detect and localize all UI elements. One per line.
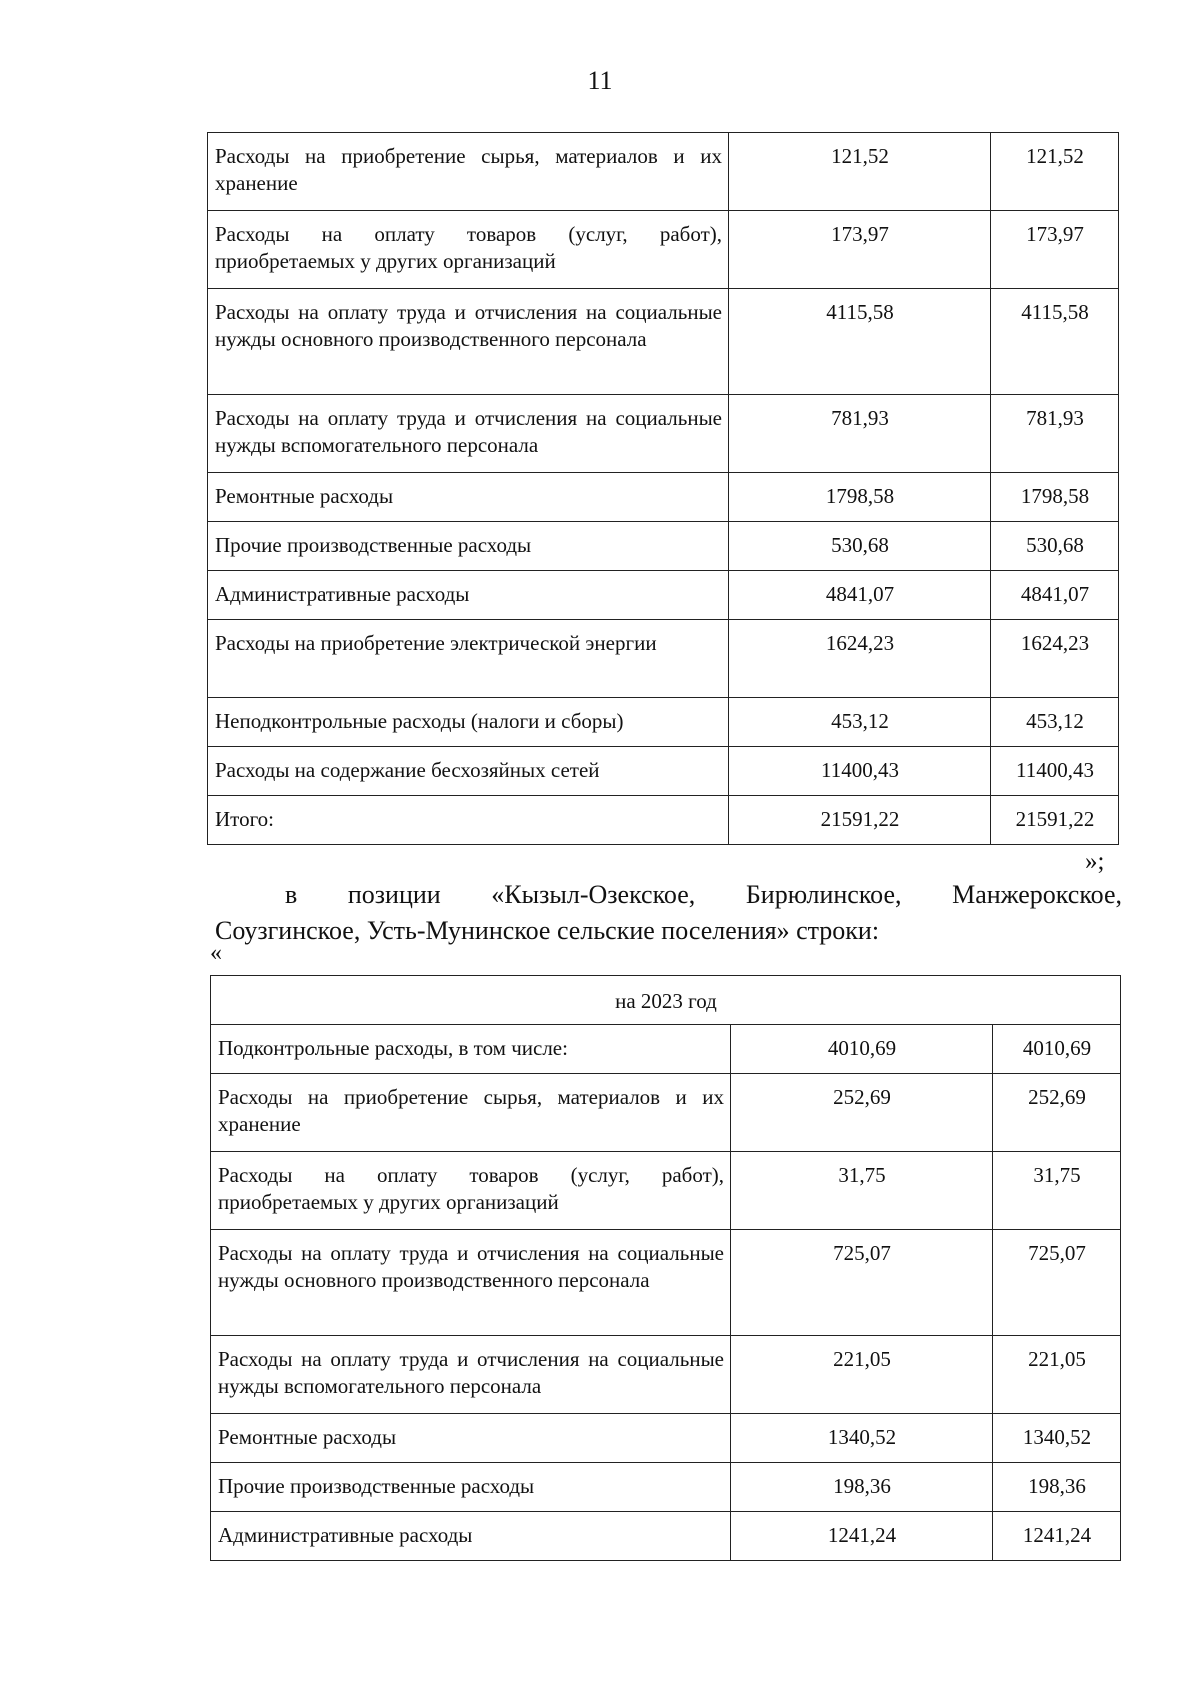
row-label: Расходы на оплату товаров (услуг, работ), приобретаемых у других организаций	[211, 1152, 731, 1230]
value-cell: 530,68	[729, 522, 991, 571]
table-row	[211, 1230, 1121, 1336]
table-row	[211, 1074, 1121, 1152]
value-cell: 198,36	[993, 1463, 1121, 1512]
row-label: Расходы на оплату труда и отчисления на социальные нужды вспомогательного персонала	[208, 395, 729, 473]
table-row	[208, 395, 1119, 473]
table-row-total	[208, 796, 1119, 845]
row-label: Расходы на оплату товаров (услуг, работ), приобретаемых у других организаций	[208, 211, 729, 289]
row-label: Административные расходы	[211, 1512, 731, 1561]
value-cell: 1624,23	[991, 620, 1119, 698]
row-label: Расходы на содержание бесхозяйных сетей	[208, 747, 729, 796]
value-cell: 252,69	[731, 1074, 993, 1152]
table-row	[211, 1025, 1121, 1074]
value-cell: 1624,23	[729, 620, 991, 698]
table-header-row	[211, 976, 1121, 1025]
row-label: Неподконтрольные расходы (налоги и сборы)	[208, 698, 729, 747]
value-cell: 781,93	[991, 395, 1119, 473]
row-label: Расходы на оплату труда и отчисления на социальные нужды вспомогательного персонала	[211, 1336, 731, 1414]
paragraph-line: в позиции «Кызыл-Озекское, Бирюлинское, Манжерокское,	[285, 880, 1122, 909]
value-cell: 1798,58	[991, 473, 1119, 522]
row-label: Расходы на оплату труда и отчисления на социальные нужды основного производственного персонала	[208, 289, 729, 395]
row-label: Расходы на приобретение сырья, материалов и их хранение	[208, 133, 729, 211]
row-label: Прочие производственные расходы	[208, 522, 729, 571]
value-cell: 4841,07	[729, 571, 991, 620]
row-label: Расходы на приобретение сырья, материалов и их хранение	[211, 1074, 731, 1152]
expenses-table-continued	[207, 132, 1119, 845]
row-label: Подконтрольные расходы, в том числе:	[211, 1025, 731, 1074]
value-cell: 173,97	[729, 211, 991, 289]
table-row	[211, 1336, 1121, 1414]
value-cell: 4010,69	[993, 1025, 1121, 1074]
value-cell: 1798,58	[729, 473, 991, 522]
table-row	[211, 1152, 1121, 1230]
value-cell: 11400,43	[991, 747, 1119, 796]
value-cell: 530,68	[991, 522, 1119, 571]
table-row	[208, 133, 1119, 211]
value-cell: 1340,52	[731, 1414, 993, 1463]
table-row	[208, 289, 1119, 395]
page-number: 11	[587, 66, 613, 95]
value-cell: 4115,58	[729, 289, 991, 395]
table-header: на 2023 год	[211, 976, 1121, 1025]
value-cell: 1241,24	[731, 1512, 993, 1561]
value-cell: 121,52	[991, 133, 1119, 211]
row-label: Итого:	[208, 796, 729, 845]
closing-quote: »;	[1085, 848, 1105, 875]
opening-quote: «	[210, 940, 222, 966]
value-cell: 252,69	[993, 1074, 1121, 1152]
value-cell: 453,12	[991, 698, 1119, 747]
table-row	[208, 620, 1119, 698]
value-cell: 4841,07	[991, 571, 1119, 620]
value-cell: 4115,58	[991, 289, 1119, 395]
value-cell: 198,36	[731, 1463, 993, 1512]
value-cell: 4010,69	[731, 1025, 993, 1074]
row-label: Расходы на оплату труда и отчисления на социальные нужды основного производственного персонала	[211, 1230, 731, 1336]
row-label: Ремонтные расходы	[208, 473, 729, 522]
table-row	[208, 747, 1119, 796]
value-cell: 221,05	[731, 1336, 993, 1414]
table-row	[208, 571, 1119, 620]
row-label: Ремонтные расходы	[211, 1414, 731, 1463]
value-cell: 781,93	[729, 395, 991, 473]
row-label: Административные расходы	[208, 571, 729, 620]
value-cell: 1340,52	[993, 1414, 1121, 1463]
value-cell: 173,97	[991, 211, 1119, 289]
value-cell: 11400,43	[729, 747, 991, 796]
body-paragraph	[215, 877, 1122, 949]
value-cell: 31,75	[731, 1152, 993, 1230]
value-cell: 453,12	[729, 698, 991, 747]
table-row	[211, 1512, 1121, 1561]
table-row	[211, 1414, 1121, 1463]
table-row	[208, 211, 1119, 289]
paragraph-line: Соузгинское, Усть-Мунинское сельские поселения» строки:	[215, 916, 880, 945]
row-label: Расходы на приобретение электрической энергии	[208, 620, 729, 698]
value-cell: 121,52	[729, 133, 991, 211]
row-label: Прочие производственные расходы	[211, 1463, 731, 1512]
value-cell: 21591,22	[729, 796, 991, 845]
table-row	[208, 522, 1119, 571]
value-cell: 725,07	[731, 1230, 993, 1336]
table-row	[211, 1463, 1121, 1512]
value-cell: 31,75	[993, 1152, 1121, 1230]
value-cell: 725,07	[993, 1230, 1121, 1336]
value-cell: 21591,22	[991, 796, 1119, 845]
table-row	[208, 473, 1119, 522]
expenses-table-2023	[210, 975, 1121, 1561]
value-cell: 1241,24	[993, 1512, 1121, 1561]
value-cell: 221,05	[993, 1336, 1121, 1414]
table-row	[208, 698, 1119, 747]
